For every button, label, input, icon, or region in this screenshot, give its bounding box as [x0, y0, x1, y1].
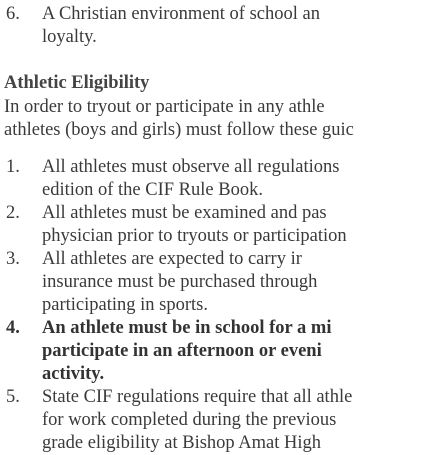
list-number: 3. — [6, 249, 20, 269]
list-item-line: edition of the CIF Rule Book. — [42, 180, 263, 200]
list-item-line: grade eligibility at Bishop Amat High — [42, 433, 322, 453]
list-item-line: State CIF regulations require that all athle — [42, 387, 353, 407]
list-item-line: loyalty. — [42, 27, 97, 47]
list-item-line: participate in an afternoon or eveni — [42, 341, 322, 361]
list-item-line: All athletes must be examined and pas — [42, 203, 327, 223]
section-heading: Athletic Eligibility — [4, 73, 150, 93]
list-item-line: An athlete must be in school for a mi — [42, 318, 332, 338]
intro-line: athletes (boys and girls) must follow these guic — [4, 120, 354, 140]
list-item-line: All athletes are expected to carry ir — [42, 249, 302, 269]
list-item-line: All athletes must observe all regulations — [42, 157, 340, 177]
list-item-line: A Christian environment of school an — [42, 4, 320, 24]
list-item-line: for work completed during the previous — [42, 410, 337, 430]
list-number: 2. — [6, 203, 20, 223]
list-number: 6. — [6, 4, 20, 24]
list-number: 1. — [6, 157, 20, 177]
list-number: 4. — [6, 318, 20, 338]
list-item-text — [42, 3, 442, 26]
list-number: 5. — [6, 387, 20, 407]
intro-line: In order to tryout or participate in any athle — [4, 97, 325, 117]
list-item-line: physician prior to tryouts or participation — [42, 226, 347, 246]
list-item-line: insurance must be purchased through — [42, 272, 318, 292]
list-item-line: activity. — [42, 364, 105, 384]
list-item-line: participating in sports. — [42, 295, 208, 315]
